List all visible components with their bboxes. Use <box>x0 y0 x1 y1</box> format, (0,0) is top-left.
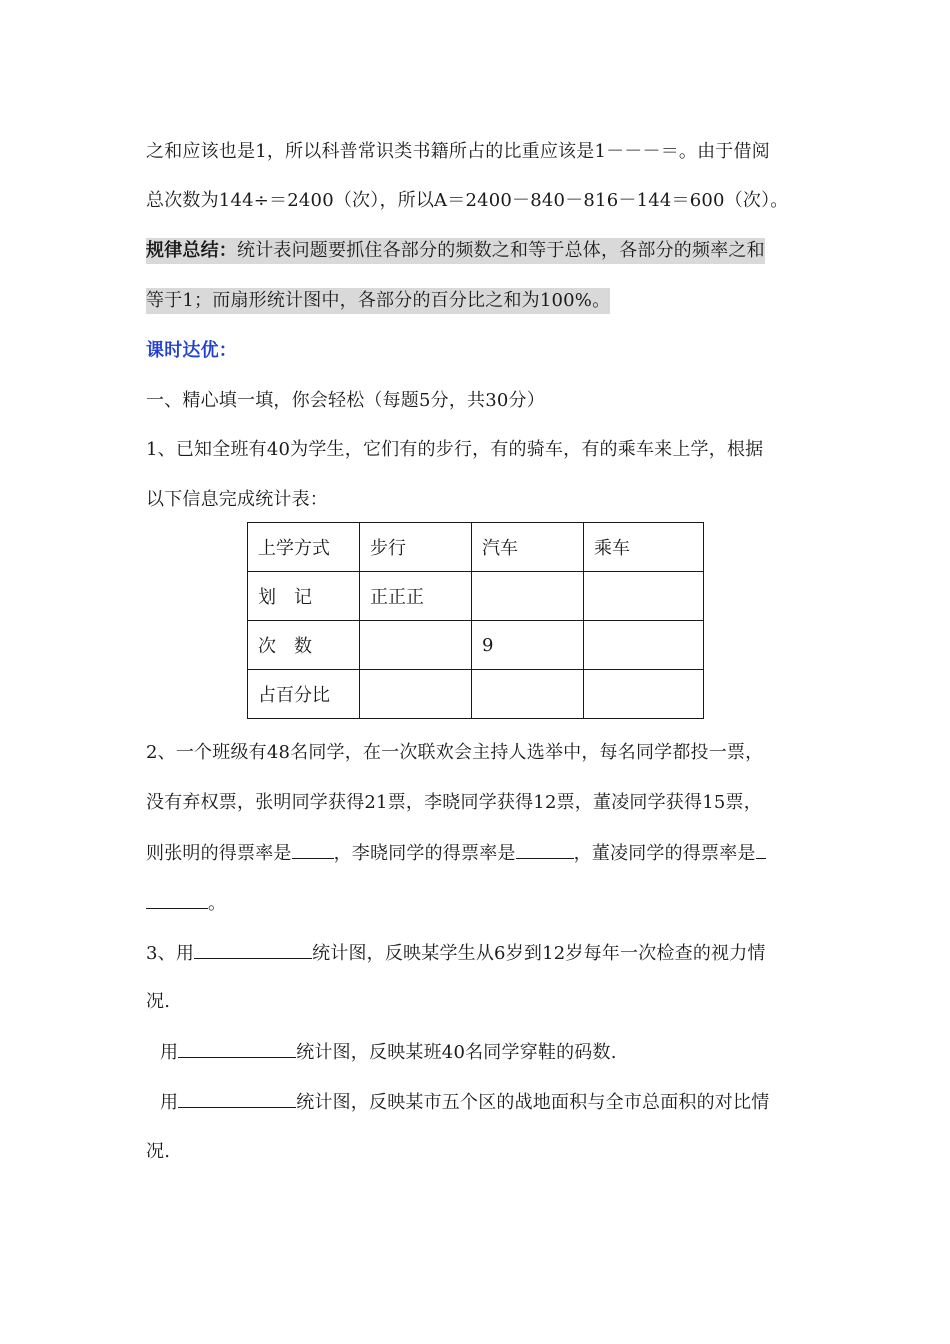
table-row <box>248 572 704 621</box>
q3-text-f: 统计图，反映某市五个区的战地面积与全市总面积的对比情 <box>296 1092 770 1113</box>
q3-line-3 <box>160 1039 617 1066</box>
table-cell: 占百分比 <box>248 670 360 719</box>
table-cell <box>584 670 704 719</box>
table-header-cell: 乘车 <box>584 523 704 572</box>
paragraph-line-2: 总次数为144÷＝2400（次），所以A＝2400－840－816－144＝600（次）。 <box>146 190 789 211</box>
q3-line-4 <box>160 1089 769 1116</box>
answer-blank-dongling-start[interactable] <box>756 840 766 859</box>
section-title: 课时达优： <box>146 340 237 361</box>
part-one-heading: 一、精心填一填，你会轻松（每题5分，共30分） <box>146 390 545 411</box>
q2-line-4 <box>146 890 226 917</box>
table-cell <box>472 670 584 719</box>
summary-text-1: 统计表问题要抓住各部分的频数之和等于总体，各部分的频率之和 <box>237 240 765 261</box>
answer-blank-dongling[interactable] <box>146 890 208 909</box>
statistics-table <box>247 522 704 719</box>
answer-blank-lixiao[interactable] <box>516 840 574 859</box>
q3-text-d: 统计图，反映某班40名同学穿鞋的码数. <box>296 1042 617 1063</box>
table-cell <box>472 572 584 621</box>
q1-line-2: 以下信息完成统计表： <box>146 489 328 510</box>
q2-end: 。 <box>208 893 227 914</box>
q3-text-c: 用 <box>160 1042 179 1063</box>
q2-line-3 <box>146 840 766 867</box>
table-header-cell: 上学方式 <box>248 523 360 572</box>
summary-label: 规律总结： <box>146 240 237 261</box>
summary-line-2: 等于1；而扇形统计图中，各部分的百分比之和为100%。 <box>146 288 610 314</box>
table-cell <box>584 621 704 670</box>
q2-line-2: 没有弃权票，张明同学获得21票，李晓同学获得12票，董凌同学获得15票， <box>146 792 762 813</box>
q3-line-1 <box>146 940 766 967</box>
q1-line-1: 1、已知全班有40为学生，它们有的步行，有的骑车，有的乘车来上学，根据 <box>146 439 764 460</box>
summary-line-1 <box>146 238 765 264</box>
table-cell <box>360 670 472 719</box>
table-header-row <box>248 523 704 572</box>
answer-blank-zhangming[interactable] <box>292 840 334 859</box>
q3-line-2: 况. <box>146 991 171 1012</box>
q2-text-a: 则张明的得票率是 <box>146 843 292 864</box>
q2-text-b: ，李晓同学的得票率是 <box>333 843 516 864</box>
table-cell: 正正正 <box>360 572 472 621</box>
q2-text-c: ，董凌同学的得票率是 <box>573 843 756 864</box>
q3-line-5: 况. <box>146 1141 171 1162</box>
table-cell: 划 记 <box>248 572 360 621</box>
table-cell: 9 <box>472 621 584 670</box>
table-row <box>248 621 704 670</box>
answer-blank-chart-3[interactable] <box>178 1089 296 1108</box>
q2-line-1: 2、一个班级有48名同学，在一次联欢会主持人选举中，每名同学都投一票， <box>146 742 764 763</box>
q3-text-a: 3、用 <box>146 943 195 964</box>
table-row <box>248 670 704 719</box>
table-header-cell: 汽车 <box>472 523 584 572</box>
table-cell <box>584 572 704 621</box>
q3-text-b: 统计图，反映某学生从6岁到12岁每年一次检查的视力情 <box>312 943 766 964</box>
table-cell <box>360 621 472 670</box>
table-cell: 次 数 <box>248 621 360 670</box>
table-header-cell: 步行 <box>360 523 472 572</box>
answer-blank-chart-1[interactable] <box>194 940 312 959</box>
answer-blank-chart-2[interactable] <box>178 1039 296 1058</box>
q3-text-e: 用 <box>160 1092 179 1113</box>
paragraph-line-1: 之和应该也是1，所以科普常识类书籍所占的比重应该是1－－－＝。由于借阅 <box>146 141 770 162</box>
